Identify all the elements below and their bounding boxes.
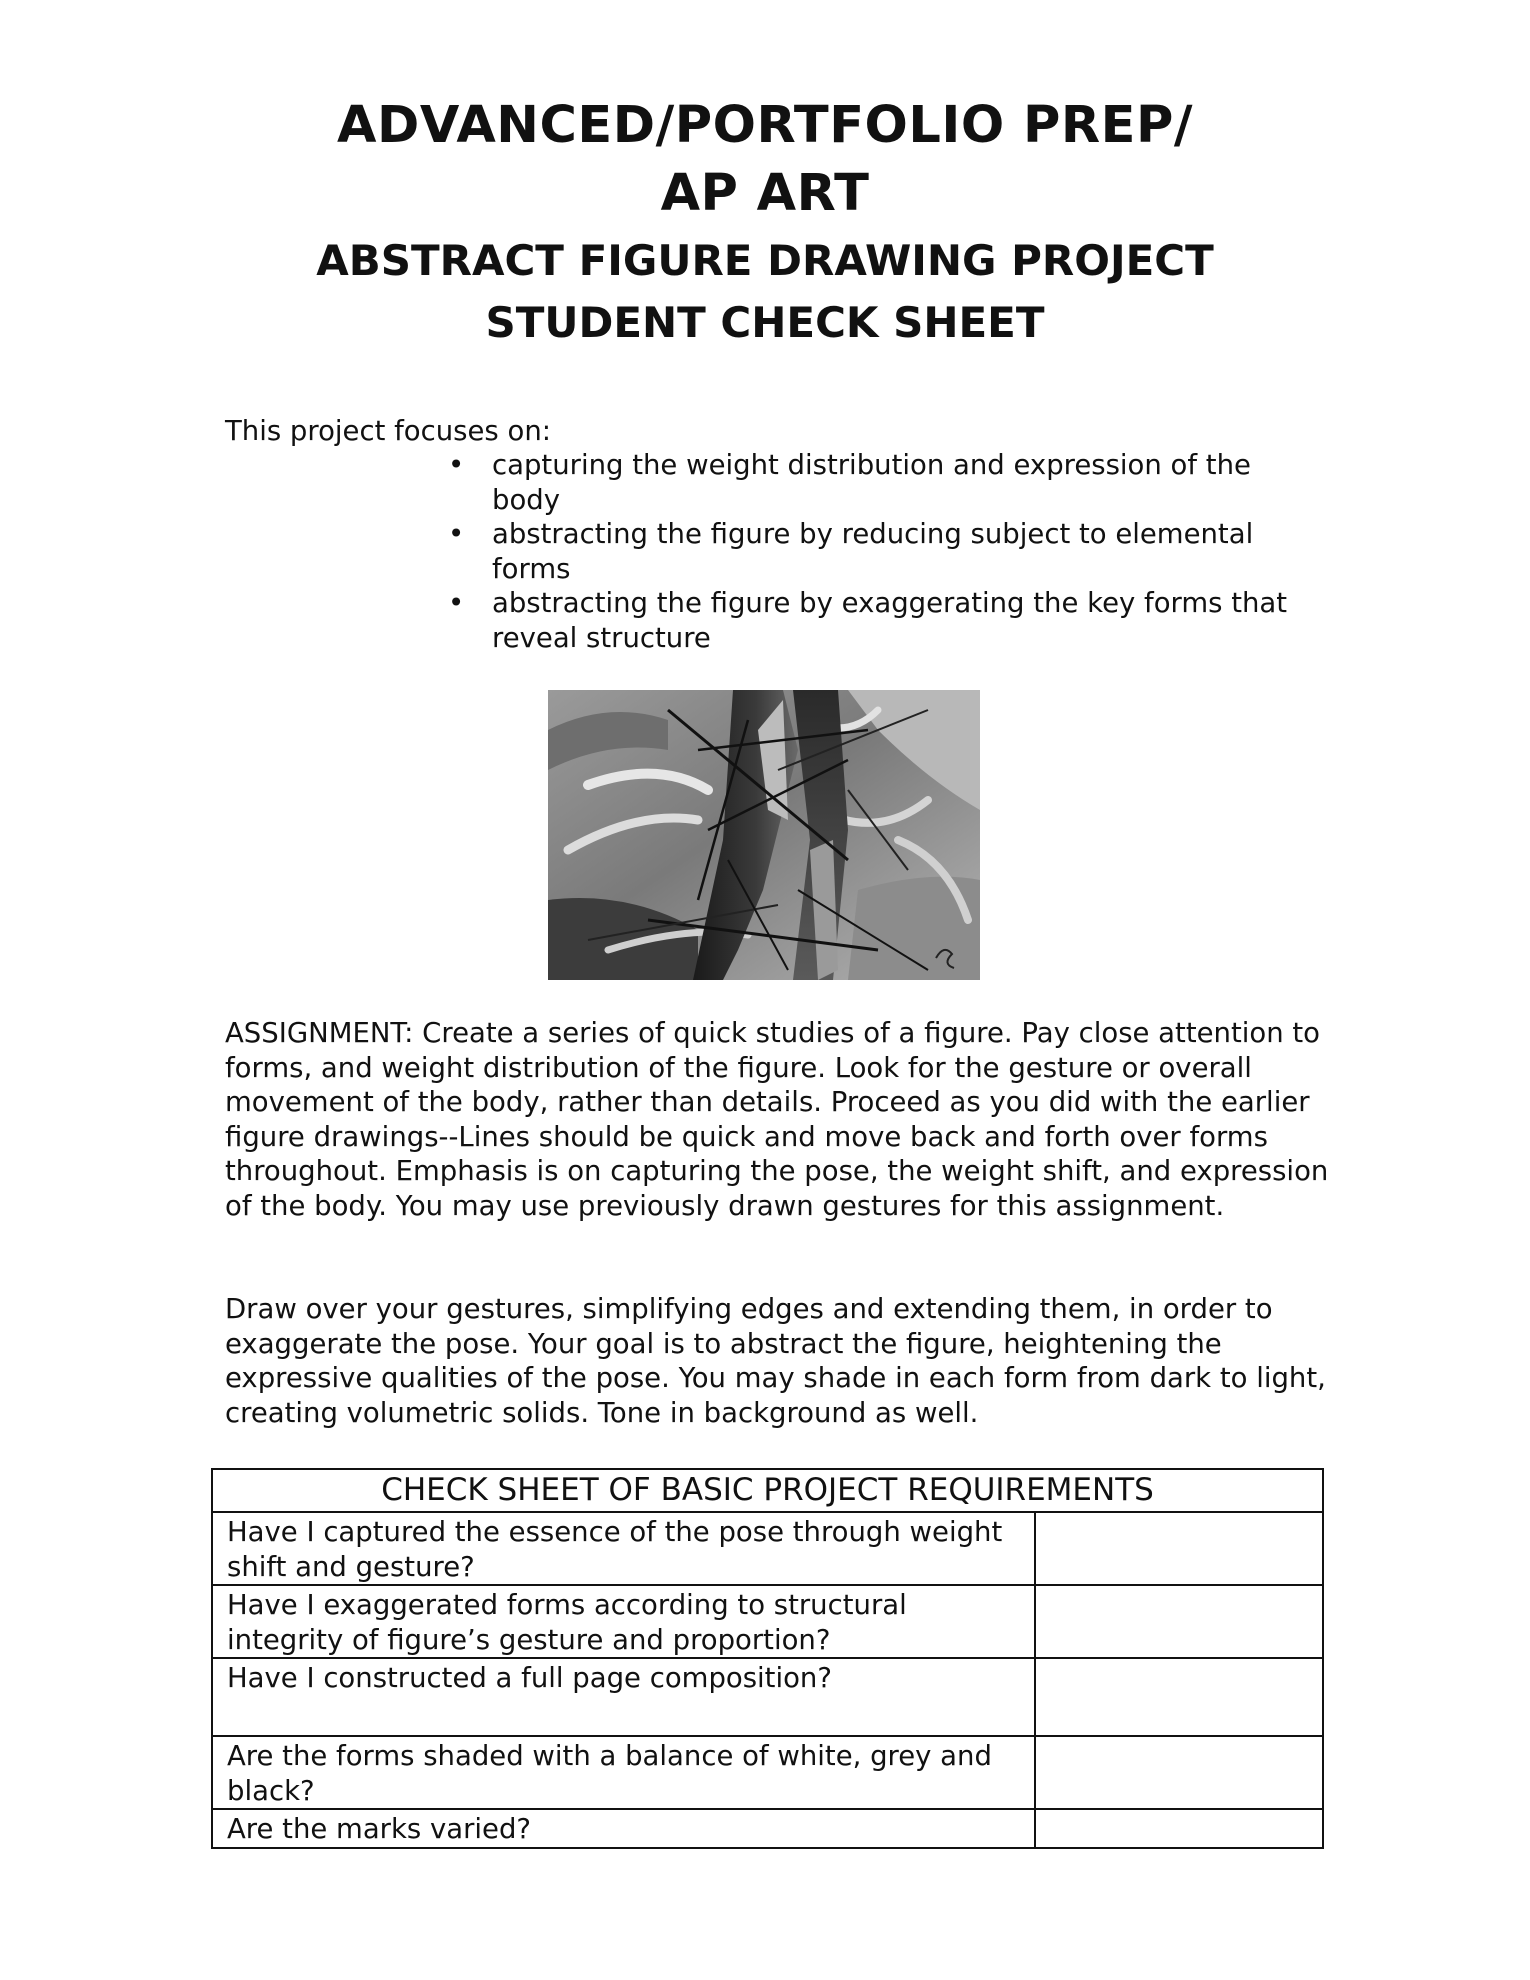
check-sheet-header: CHECK SHEET OF BASIC PROJECT REQUIREMENTS — [212, 1469, 1323, 1512]
focus-item-text: abstracting the figure by reducing subject to elemental forms — [492, 518, 1254, 585]
check-box-cell[interactable] — [1035, 1658, 1323, 1736]
requirement-question: Are the forms shaded with a balance of white, grey and black? — [212, 1736, 1035, 1809]
subtitle-line-2: STUDENT CHECK SHEET — [485, 298, 1045, 347]
focus-item — [448, 517, 1308, 586]
focus-item — [448, 448, 1308, 517]
focus-intro: This project focuses on: — [225, 415, 552, 447]
check-box-cell[interactable] — [1035, 1736, 1323, 1809]
title-block — [0, 92, 1530, 352]
table-row — [212, 1585, 1323, 1658]
subtitle-line-1: ABSTRACT FIGURE DRAWING PROJECT — [316, 236, 1214, 285]
table-header-row — [212, 1469, 1323, 1512]
check-sheet-table — [211, 1468, 1324, 1849]
requirement-question: Are the marks varied? — [212, 1809, 1035, 1848]
requirement-question: Have I captured the essence of the pose through weight shift and gesture? — [212, 1512, 1035, 1585]
focus-item — [448, 586, 1308, 655]
bullet-icon: • — [448, 518, 465, 550]
table-row — [212, 1512, 1323, 1585]
requirement-question: Have I constructed a full page composition? — [212, 1658, 1035, 1736]
bullet-icon: • — [448, 587, 465, 619]
table-row — [212, 1658, 1323, 1736]
check-box-cell[interactable] — [1035, 1585, 1323, 1658]
assignment-paragraph: ASSIGNMENT: Create a series of quick studies of a figure. Pay close attention to forms, and weight distribution of the figure. Look for the gesture or overall movement of the body, rather than details. Proceed as you did with the earlier figure drawings--Lines should be quick and move back and forth over forms throughout. Emphasis is on capturing the pose, the weight shift, and expression of the body. You may use previously drawn gestures for this assignment. — [225, 1017, 1329, 1222]
focus-item-text: capturing the weight distribution and expression of the body — [492, 449, 1251, 516]
requirement-question: Have I exaggerated forms according to structural integrity of figure’s gesture and proportion? — [212, 1585, 1035, 1658]
focus-item-text: abstracting the figure by exaggerating the key forms that reveal structure — [492, 587, 1288, 654]
abstract-figure-artwork — [548, 690, 980, 980]
bullet-icon: • — [448, 449, 465, 481]
title-line-1: ADVANCED/PORTFOLIO PREP/ — [337, 96, 1193, 155]
focus-list — [448, 448, 1308, 655]
table-row — [212, 1736, 1323, 1809]
title-line-2: AP ART — [660, 164, 870, 223]
check-box-cell[interactable] — [1035, 1809, 1323, 1848]
instructions-paragraph: Draw over your gestures, simplifying edges and extending them, in order to exaggerate the pose. Your goal is to abstract the figure, heightening the expressive qualities of the pose. You may shade in each form from dark to light, creating volumetric solids. Tone in background as well. — [225, 1293, 1326, 1429]
table-row — [212, 1809, 1323, 1848]
check-box-cell[interactable] — [1035, 1512, 1323, 1585]
